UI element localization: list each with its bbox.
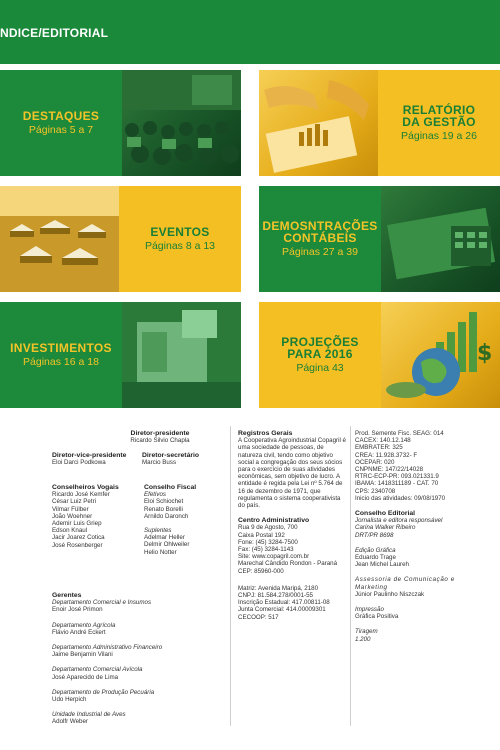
vogal-item: César Luiz Petri bbox=[52, 498, 97, 506]
card-title-line2: PARA 2016 bbox=[287, 347, 353, 361]
number-line: EMBRATER: 325 bbox=[355, 444, 403, 452]
gerente-name: Flávio André Eckert bbox=[52, 628, 106, 636]
number-line: CPS: 2340708 bbox=[355, 487, 396, 495]
audience-photo bbox=[122, 70, 241, 176]
page-title: NDICE/EDITORIAL bbox=[0, 26, 109, 40]
numbers-block bbox=[355, 430, 475, 643]
efetivos-label: Efetivos bbox=[144, 491, 167, 499]
centro-label: Centro Administrativo bbox=[238, 517, 310, 525]
vogal-item: Vilmar Fülber bbox=[52, 505, 89, 513]
centro-line: Site: www.copagril.com.br bbox=[238, 553, 310, 561]
card-pages: Páginas 19 a 26 bbox=[401, 130, 477, 142]
centro-line: CEP: 85960-000 bbox=[238, 567, 284, 575]
charts-photo bbox=[259, 70, 378, 176]
number-line: Prod. Semente Fisc. SEAG: 014 bbox=[355, 430, 444, 437]
gerente-dept: Unidade Industrial de Aves bbox=[52, 711, 126, 719]
number-line: CREA: 11.928.3732- F bbox=[355, 451, 418, 459]
tiragem-label: Tiragem bbox=[355, 628, 378, 636]
card-pages: Página 43 bbox=[296, 362, 344, 374]
card-title-line2: CONTÁBEIS bbox=[283, 231, 357, 245]
editorial-name: Carina Walker Ribeiro bbox=[355, 524, 416, 532]
card-relatorio[interactable] bbox=[259, 70, 500, 176]
president-name: Ricardo Silvio Chapla bbox=[130, 437, 190, 445]
header-band bbox=[0, 0, 500, 64]
card-demonstracoes[interactable] bbox=[259, 186, 500, 292]
card-title-line2: DA GESTÃO bbox=[402, 115, 476, 129]
matriz-line: Inscrição Estadual: 417.00811-08 bbox=[238, 599, 330, 607]
globe-money-photo bbox=[381, 302, 500, 408]
grafica-name: Jean Michel Laureh bbox=[355, 561, 410, 569]
card-text bbox=[378, 104, 500, 142]
secretary-label: Diretor-secretário bbox=[142, 452, 200, 459]
card-text bbox=[0, 110, 122, 136]
gerente-dept: Departamento Comercial Avícola bbox=[52, 666, 143, 674]
card-pages: Páginas 16 a 18 bbox=[23, 356, 99, 368]
card-eventos[interactable] bbox=[0, 186, 241, 292]
vogal-item: Jacir Joarez Cotica bbox=[52, 534, 105, 542]
tiragem-value: 1.200 bbox=[355, 635, 371, 643]
matriz-line: Junta Comercial: 414.00009301 bbox=[238, 606, 326, 614]
card-title-line1: PROJEÇÕES bbox=[281, 335, 359, 349]
editorial-label: Conselho Editorial bbox=[355, 510, 416, 518]
card-pages: Páginas 27 a 39 bbox=[282, 246, 358, 258]
number-line: OCEPAR: 020 bbox=[355, 458, 395, 466]
number-line: CNPNME: 147/22/14028 bbox=[355, 466, 424, 474]
svg-text:$: $ bbox=[477, 341, 493, 366]
card-projecoes[interactable] bbox=[259, 302, 500, 408]
registros-block bbox=[238, 430, 346, 621]
president-block bbox=[100, 430, 220, 444]
card-title: EVENTOS bbox=[150, 225, 210, 239]
gerente-name: Adolfr Weber bbox=[52, 718, 88, 726]
card-pages: Páginas 5 a 7 bbox=[28, 124, 94, 136]
fiscal-label: Conselho Fiscal bbox=[144, 484, 197, 491]
card-title-line1: RELATÓRIO bbox=[402, 103, 476, 117]
assessoria-name: Júnior Paulinho Niszczak bbox=[355, 590, 425, 598]
number-line: RTRC-ECP-PR: 093.021331.9 bbox=[355, 473, 439, 481]
gerente-dept: Departamento Comercial e Insumos bbox=[52, 599, 152, 607]
matriz-line: Matriz: Avenida Maripá, 2180 bbox=[238, 584, 319, 592]
suplentes-label: Suplentes bbox=[144, 527, 172, 535]
registros-label: Registros Gerais bbox=[238, 430, 293, 437]
centro-line: Marechal Cândido Rondon - Paraná bbox=[238, 560, 338, 568]
suplente-item: Adelmar Heller bbox=[144, 534, 185, 542]
president-label: Diretor-presidente bbox=[130, 430, 190, 437]
suplente-item: Helio Notter bbox=[144, 548, 177, 556]
vogal-item: João Woehner bbox=[52, 512, 93, 520]
card-text bbox=[0, 342, 122, 368]
card-title-line1: DEMOSNTRAÇÕES bbox=[262, 219, 378, 233]
gerente-dept: Departamento Agrícola bbox=[52, 621, 116, 629]
centro-line: Fone: (45) 3284-7500 bbox=[238, 538, 298, 546]
grafica-name: Eduardo Trage bbox=[355, 554, 396, 562]
number-line: IBAMA: 1418311189 - CAT. 70 bbox=[355, 480, 439, 488]
event-field-photo bbox=[0, 186, 119, 292]
centro-line: Caixa Postal 192 bbox=[238, 531, 285, 539]
gerente-dept: Departamento Administrativo Financeiro bbox=[52, 644, 163, 652]
gerentes-block bbox=[52, 592, 222, 726]
impressao-value: Gráfica Positiva bbox=[355, 613, 399, 621]
efetivo-item: Eloi Schiochet bbox=[144, 498, 184, 506]
card-text bbox=[259, 220, 381, 258]
efetivo-item: Renato Borelli bbox=[144, 505, 183, 513]
calculator-photo bbox=[381, 186, 500, 292]
secretary-name: Marcio Buss bbox=[142, 459, 177, 467]
gerente-dept: Departamento de Produção Pecuária bbox=[52, 688, 155, 696]
card-pages: Páginas 8 a 13 bbox=[144, 240, 216, 252]
vogal-item: Edson Knaul bbox=[52, 527, 88, 535]
centro-line: Rua 9 de Agosto, 700 bbox=[238, 524, 298, 532]
grafica-label: Edição Gráfica bbox=[355, 546, 396, 554]
number-line: CACEX: 140.12.148 bbox=[355, 437, 411, 445]
gerente-name: Jaime Benjamin Vilani bbox=[52, 651, 113, 659]
suplente-item: Delmir Ohlweiler bbox=[144, 541, 190, 549]
vice-label: Diretor-vice-presidente bbox=[52, 452, 127, 459]
secretary-block bbox=[142, 452, 222, 466]
vogais-block bbox=[52, 484, 142, 549]
editorial-drt: DRT/PR 8698 bbox=[355, 531, 394, 539]
vice-block bbox=[52, 452, 142, 466]
matriz-line: CNPJ: 81.584.278/0001-55 bbox=[238, 592, 313, 600]
impressao-label: Impressão bbox=[355, 606, 384, 614]
card-destaques[interactable] bbox=[0, 70, 241, 176]
matriz-line: CECOOP: 517 bbox=[238, 613, 279, 621]
vogal-item: Ricardo José Kemfer bbox=[52, 491, 110, 499]
vogal-item: José Rosenberger bbox=[52, 541, 103, 549]
card-title: DESTAQUES bbox=[22, 109, 100, 123]
registros-text: A Cooperativa Agroindustrial Copagril é uma sociedade de pessoas, de natureza civil, tendo como objetivo social a congregação dos seus sócios para o exercício de suas atividades econômicas, sem objetivo de lucro. A entidade é regida pela Lei nº 5.764 de 16 de dezembro de 1971, que regulamenta o sistema cooperativista do país. bbox=[238, 437, 346, 510]
gerentes-label: Gerentes bbox=[52, 592, 82, 599]
editorial-role: Jornalista e editora responsável bbox=[355, 517, 443, 525]
number-line: Inicio das atividades: 09/08/1970 bbox=[355, 494, 446, 502]
fiscal-block bbox=[144, 484, 224, 556]
factory-photo bbox=[122, 302, 241, 408]
column-divider bbox=[350, 426, 351, 726]
assessoria-label: Assessoria de Comunicação e Marketing bbox=[355, 576, 455, 591]
vogal-item: Ademir Luis Griep bbox=[52, 520, 102, 528]
card-text bbox=[259, 336, 381, 374]
centro-line: Fax: (45) 3284-1143 bbox=[238, 546, 294, 554]
card-title: INVESTIMENTOS bbox=[10, 341, 112, 355]
gerente-name: José Aparecido de Lima bbox=[52, 673, 119, 681]
vice-name: Eloi Darci Podkowa bbox=[52, 459, 106, 467]
gerente-name: Enoir José Primon bbox=[52, 606, 103, 614]
vogais-label: Conselheiros Vogais bbox=[52, 484, 119, 491]
card-text bbox=[119, 226, 241, 252]
gerente-name: Udo Herpich bbox=[52, 696, 87, 704]
efetivo-item: Arnildo Daronch bbox=[144, 512, 189, 520]
column-divider bbox=[230, 426, 231, 726]
card-investimentos[interactable] bbox=[0, 302, 241, 408]
